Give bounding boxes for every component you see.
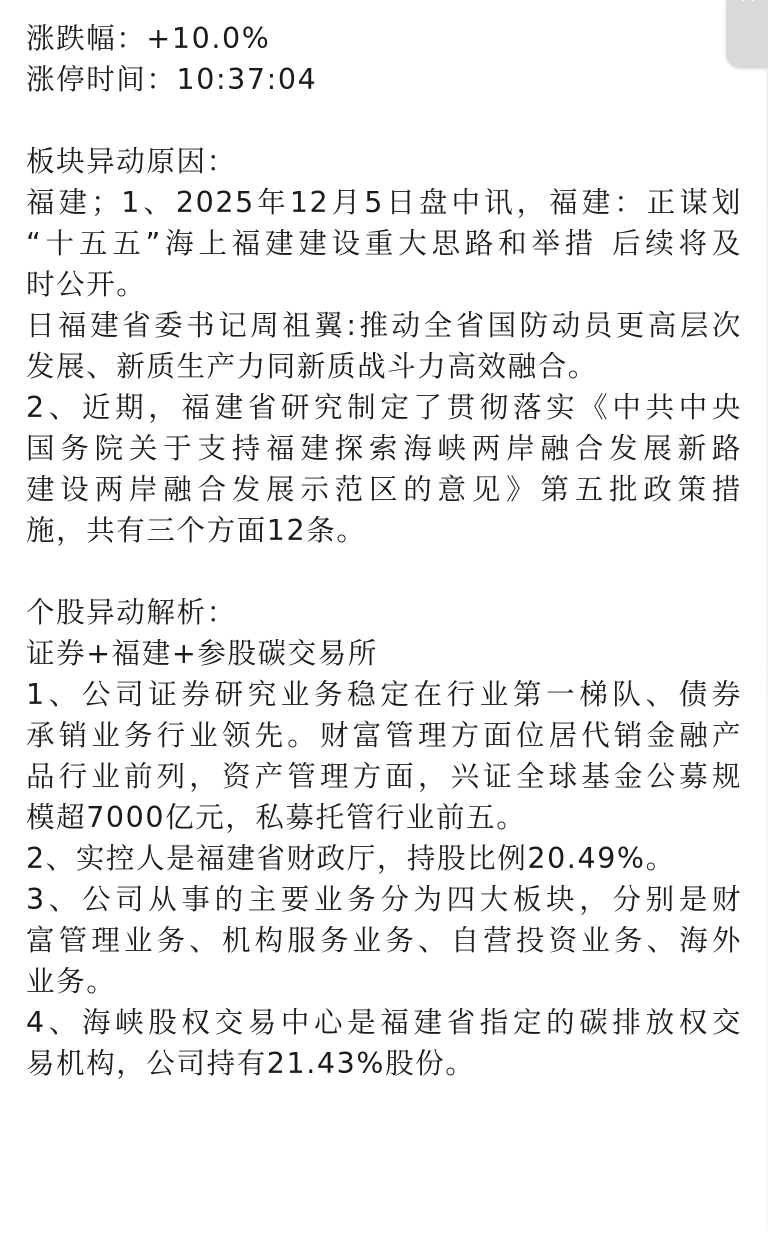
chevron-up-icon bbox=[740, 0, 756, 6]
paragraph-line: 业务。 bbox=[26, 965, 117, 998]
paragraph-line: 模超7000亿元，私募托管行业前五。 bbox=[26, 801, 527, 834]
paragraph-line: 易机构，公司持有21.43%股份。 bbox=[26, 1047, 476, 1080]
paragraph-line: 3、公司从事的主要业务分为四大板块，分别是财 bbox=[26, 883, 742, 916]
paragraph-line: 承销业务行业领先。财富管理方面位居代销金融产 bbox=[26, 719, 742, 752]
paragraph-line: 时公开。 bbox=[26, 268, 147, 301]
paragraph-line: 发展、新质生产力同新质战斗力高效融合。 bbox=[26, 350, 598, 383]
limit-up-time-line: 涨停时间：10:37:04 bbox=[26, 63, 318, 96]
stock-tags-line: 证券+福建+参股碳交易所 bbox=[26, 637, 378, 670]
sector-reason-heading: 板块异动原因： bbox=[26, 145, 237, 178]
paragraph-line: 施，共有三个方面12条。 bbox=[26, 514, 367, 547]
blank-line bbox=[26, 100, 746, 141]
paragraph-line: 福建；1、2025年12月5日盘中讯，福建：正谋划 bbox=[26, 186, 742, 219]
paragraph-line: “十五五”海上福建建设重大思路和举措 后续将及 bbox=[26, 227, 742, 260]
paragraph-line: 2、实控人是福建省财政厅，持股比例20.49%。 bbox=[26, 842, 676, 875]
blank-line bbox=[26, 551, 746, 592]
stock-analysis-heading: 个股异动解析： bbox=[26, 596, 237, 629]
paragraph-line: 1、公司证券研究业务稳定在行业第一梯队、债券 bbox=[26, 678, 742, 711]
paragraph-line: 国务院关于支持福建探索海峡两岸融合发展新路 bbox=[26, 432, 742, 465]
paragraph-line: 2、近期，福建省研究制定了贯彻落实《中共中央 bbox=[26, 391, 742, 424]
paragraph-line: 4、海峡股权交易中心是福建省指定的碳排放权交 bbox=[26, 1006, 742, 1039]
paragraph-line: 建设两岸融合发展示范区的意见》第五批政策措 bbox=[26, 473, 742, 506]
paragraph-line: 富管理业务、机构服务业务、自营投资业务、海外 bbox=[26, 924, 742, 957]
article-body bbox=[26, 18, 746, 1084]
price-change-line: 涨跌幅：+10.0% bbox=[26, 22, 271, 55]
paragraph-line: 品行业前列，资产管理方面，兴证全球基金公募规 bbox=[26, 760, 742, 793]
scroll-handle[interactable] bbox=[726, 0, 768, 68]
paragraph-line: 日福建省委书记周祖翼:推动全省国防动员更高层次 bbox=[26, 309, 742, 342]
